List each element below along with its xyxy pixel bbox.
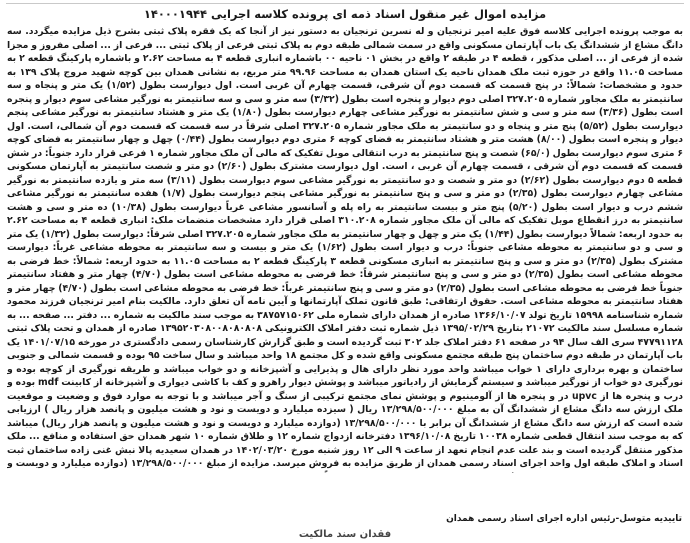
notice-body: به موجب پرونده اجرایی کلاسه فوق علیه امیر ترنجیان و له نسرین ترنجیان به دستور نیز از آنجا که یک فقره پلاک ثبتی بشرح ذیل مزایده میگردد. سه دانگ مشاع از ششدانگ یک باب آپارتمان مسکونی واقع در سمت شمالی طبقه دوم به پلاک ثبتی فرعی از پلاک ثبتی ... فرعی از ... اصلی مفروز و مجزا شده از فرعی از ... اصلی مذکور ، قطعه ۴ در طبقه ۲ واقع در بخش ۰۱ ناحیه ۰۰ باشماره انباری قطعه ۴ به مساحت ۲.۶۲ و باشماره پارکینگ قطعه ۲ به مساحت ۱۱.۰۵ واقع در حوزه ثبت ملک همدان ناحیه یک استان همدان به مساحت ۹۹.۹۶ متر مربع، به نشانی همدان بین کوچه شهید مروج پلاک ۱۳۹ به حدود و مشخصات: شمالاً: در پنج قسمت که قسمت دوم آن شرقی، قسمت چهارم آن غربی است. اول دیوارست بطول (۱/۵۲) یک متر و پنجاه و سه سانتیمتر به ملک مجاور شماره ۳۲۷.۲۰۵ اصلی دوم دیوار و پنجره است بطول (۳/۳۲) سه متر و سی و سه سانتیمتر به نورگیر مشاعی سوم دیوار و پنجره است بطول (۳/۳۶) سه متر و سی و شش سانتیمتر به نورگیر مشاعی چهارم دیوارست بطول (۱/۸۰) یک متر و هشتاد سانتیمتر به نورگیر مشاعی پنجم دیوارست بطول (۵/۵۲) پنج متر و پنجاه و دو سانتیمتر به ملک مجاور شماره ۳۲۷.۲۰۵ اصلی شرقاً در سه قسمت که قسمت دوم آن شمالی، است. اول دیوار و پنجره است بطول (۸/۰۰) هشت متر و هشتاد سانتیمتر به فضای کوچه ۶ متری دوم دیوارست بطول (۰/۴۴) چهل و چهار سانتیمتر به فضای کوچه ۶ متری سوم دیوارست بطول (۶۵/۰) شصت و پنج سانتیمتر به درب انتقالی موبل تفکیک که مالی آن ملک مجاور شماره ۱ فرعی قرار دارد جنوباً: در شش قسمت که قسمت دوم آن شرقی ، قسمت چهارم آن غربی ، است. اول دیوارست مشترک بطول (۲/۶۰) دو متر و شصت سانتیمتر به آپارتمان مسکونی قطعه ۵ دوم دیوارست بطول (۲/۶۲) دو متر و شصت و دو سانتیمتر به نورگیر مشاعی سوم دیوارست بطول (۳/۱۱) سه متر و یازده سانتیمتر به نورگیر مشاعی چهارم دیوارست بطول (۲/۳۵) دو متر و سی و پنج سانتیمتر به نورگیر مشاعی پنجم دیوارست بطول (۱/۷) هفده سانتیمتر به نورگیر مشاعی ششم درب و دیوار است بطول (۵/۲۰) پنج متر و بیست سانتیمتر به راه پله و آسانسور مشاعی غرباً دیوارست بطول (۱۰/۳۸) ده متر و سی و هشت سانتیمتر به درز انقطاع موبل تفکیک که مالی آن ملک مجاور شماره ۳۱۰.۲۰۸ اصلی قرار دارد مشخصات منضمات ملک: انباری قطعه ۴ به مساحت ۲.۶۲ به حدود اربعه: شمالاً دیوارست بطول (۱/۴۴) یک متر و چهل و چهار سانتیمتر به ملک مجاور شماره ۳۲۷.۲۰۵ اصلی شرقاً: دیوارست بطول (۱/۳۲) یک متر و سی و دو سانتیمتر به محوطه مشاعی جنوباً: درب و دیوار است بطول (۱/۶۲) یک متر و بیست و سه سانتیمتر به محوطه مشاعی غرباً: دیوارست مشترک بطول (۲/۳۵) دو متر و سی و پنج سانتیمتر به انباری مسکونی قطعه ۳ پارکینگ قطعه ۲ به مساحت ۱۱.۰۵ به حدود اربعه: شمالاً: خط فرضی به محوطه مشاعی است بطول (۲/۳۵) دو متر و سی و پنج سانتیمتر شرقاً: خط فرضی به محوطه مشاعی است بطول (۴/۷۰) چهار متر و هفتاد سانتیمتر جنوباً خط فرضی به محوطه مشاعی است بطول (۲/۳۵) دو متر و سی و پنج سانتیمتر غرباً: خط فرضی به محوطه مشاعی است بطول (۴/۷۰) چهار متر و هفتاد سانتیمتر به محوطه مشاعی است. حقوق ارتفاقی: طبق قانون تملک آپارتمانها و آیین نامه آن تعلق دارد. مالکیت بنام امیر ترنجیان فرزند محمود شماره شناسنامه ۱۵۹۹۸ تاریخ تولد ۱۳۶۶/۱۰/۰۷ صادره از همدان دارای شماره ملی ۳۸۷۵۷۱۵۰۶۲ به موجب سند مالکیت به شماره ... دفتر ... صفحه ... به شماره مسلسل سند مالکیت ۲۱۰۷۲ بتاریخ ۱۳۹۵/۰۲/۲۹ ذیل شماره ثبت دفتر املاک الکترونیکی ۱۳۹۵۲۰۳۰۸۰۰۸۰۸۰۸۰۸ صادره از همدان و تحت پلاک ثبتی ۴۷۷۹۱۱۲۸ سری الف سال ۹۴ در صفحه ۶۱ دفتر املاک جلد ۳۰۲ ثبت گردیده است و طبق گزارش کارشناسان رسمی دادگستری در مورخه ۱۴۰۱/۰۷/۱۵ یک باب آپارتمان در طبقه دوم ساختمان پنج طبقه مجتمع مسکونی واقع شده و کل مجتمع ۱۸ واحد میباشد و سال ساخت ۹۵ بوده و قسمت شمالی و جنوبی ساختمان و بهره برداری دارای ۱ خواب میباشد واحد مورد نظر دارای هال و پذیرایی و آشپزخانه و دو خواب میباشد و طریقه نورگیری از کوچه بوده و نورگیری دو خواب از نورگیر میباشد و سیستم گرمایش از رادیاتور میباشد و پوشش دیوار راهرو و کف با کاشی دیواری و آشپزخانه از کابینت mdf بوده و درب و پنجره ها از upvc در و پنجره ها از آلومینیوم و پوشش نمای مجتمع ترکیبی از سنگ و آجر میباشد و با توجه به موارد فوق و وضعیت و موقعیت ملک ارزش سه دانگ مشاع از ششدانگ آن به مبلغ ۱۳/۲۹۸/۵۰۰/۰۰۰ ریال ( سیزده میلیارد و دویست و نود و هشت میلیون و پانصد هزار ریال ) ارزیابی شده است که ارزش سه دانگ مشاع از ششدانگ آن برابر با ۱۳/۲۹۸/۵۰۰/۰۰۰ (دوازده میلیارد و دویست و نود و هشت میلیون و پانصد هزار ریال) میباشد که به موجب سند انتقال قطعی شماره ۱۰۰۳۸ تاریخ ۱۳۹۶/۱۰/۰۸ دفترخانه ازدواج شماره ۱۲ و طلاق شماره ۱۰ شهر همدان حق استفاده و منافع ... ملک مذکور منتقل گردیده است و بند علت عدم انجام تعهد از ساعت ۹ الی ۱۲ روز شنبه مورخ ۱۴۰۲/۰۳/۲۰ در همدان سعیدیه پالا نبش غنی زاده ساختمان ثبت اسناد و املاک طبقه اول واحد اجرای اسناد رسمی همدان از طریق مزایده به فروش میرسد. مزایده از مبلغ ۱۳/۲۹۸/۵۰۰/۰۰۰ (دوازده میلیارد و دویست و xyxy=(7,26,683,469)
notice-title: مزایده اموال غیر منقول اسناد ذمه ای پرونده کلاسه اجرایی ۱۴۰۰۰۱۹۴۴ xyxy=(143,7,547,21)
next-notice-heading: فقدان سند مالکیت xyxy=(298,529,392,540)
notice-signature: تاییدیه متوسل-رئیس اداره اجرای اسناد رسمی همدان xyxy=(446,514,682,524)
top-divider xyxy=(6,3,684,4)
